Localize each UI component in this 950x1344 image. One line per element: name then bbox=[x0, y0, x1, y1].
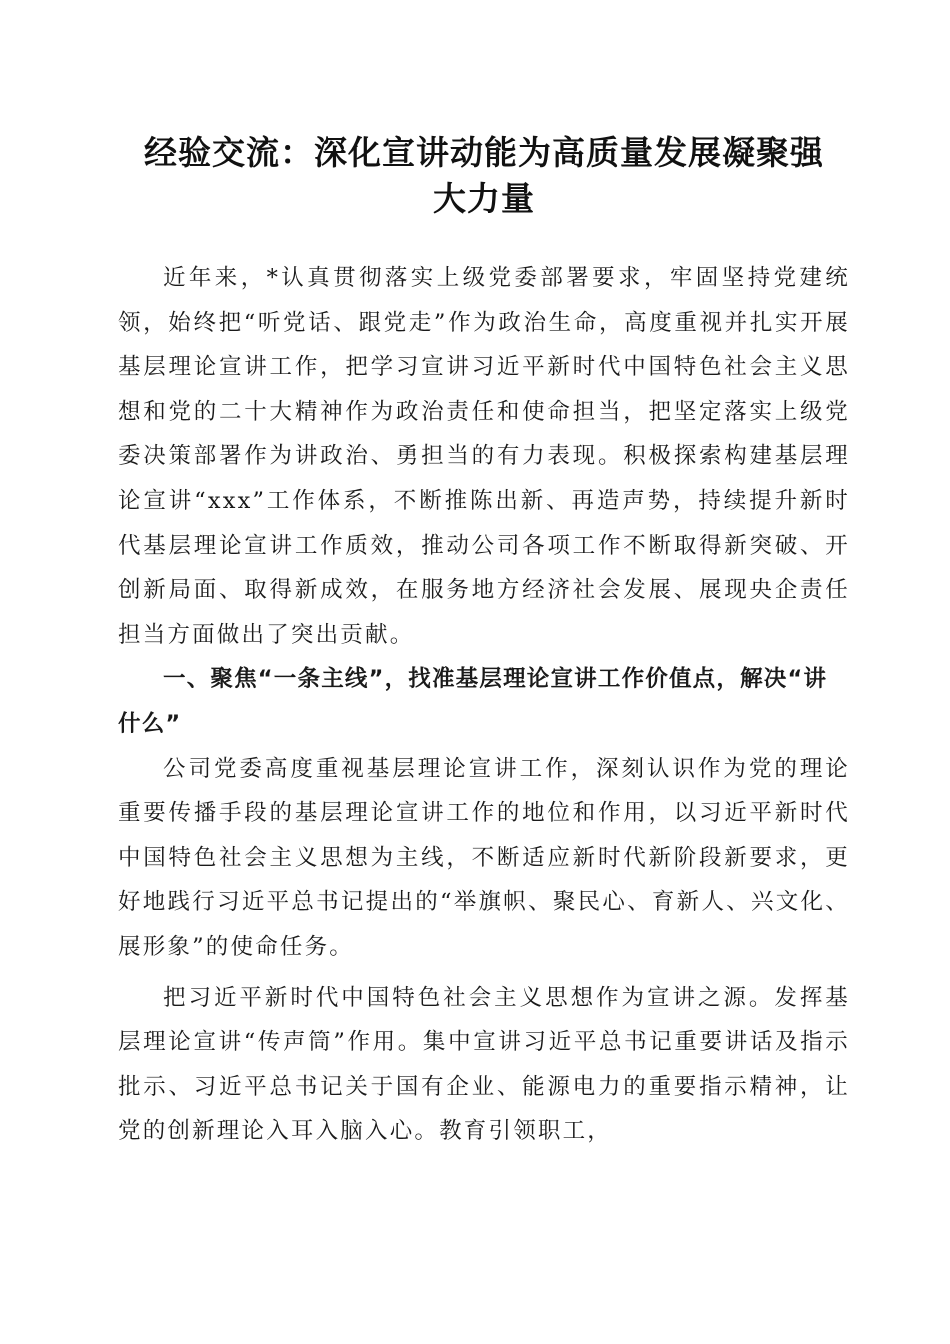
title-line-2: 大力量 bbox=[433, 179, 535, 218]
title-line-1: 经验交流：深化宣讲动能为高质量发展凝聚强 bbox=[144, 133, 824, 172]
section1-paragraph-2: 把习近平新时代中国特色社会主义思想作为宣讲之源。发挥基层理论宣讲“传声筒”作用。集中宣讲习近平总书记重要讲话及指示批示、习近平总书记关于国有企业、能源电力的重要指示精神，让党的创新理论入耳入脑入心。教育引领职工， bbox=[118, 984, 850, 1145]
section1-paragraph-1: 公司党委高度重视基层理论宣讲工作，深刻认识作为党的理论重要传播手段的基层理论宣讲工作的地位和作用，以习近平新时代中国特色社会主义思想为主线，不断适应新时代新阶段新要求，更好地践行习近平总书记提出的“举旗帜、聚民心、育新人、兴文化、展形象”的使命任务。 bbox=[118, 755, 850, 960]
intro-paragraph: 近年来，*认真贯彻落实上级党委部署要求，牢固坚持党建统领，始终把“听党话、跟党走”作为政治生命，高度重视并扎实开展基层理论宣讲工作，把学习宣讲习近平新时代中国特色社会主义思想和党的二十大精神作为政治责任和使命担当，把坚定落实上级党委决策部署作为讲政治、勇担当的有力表现。积极探索构建基层理论宣讲“xxx”工作体系，不断推陈出新、再造声势，持续提升新时代基层理论宣讲工作质效，推动公司各项工作不断取得新突破、开创新局面、取得新成效，在服务地方经济社会发展、展现央企责任担当方面做出了突出贡献。 bbox=[118, 265, 850, 648]
section-heading-1: 一、聚焦“一条主线”，找准基层理论宣讲工作价值点，解决“讲什么” bbox=[118, 666, 828, 737]
document-title bbox=[118, 130, 850, 222]
